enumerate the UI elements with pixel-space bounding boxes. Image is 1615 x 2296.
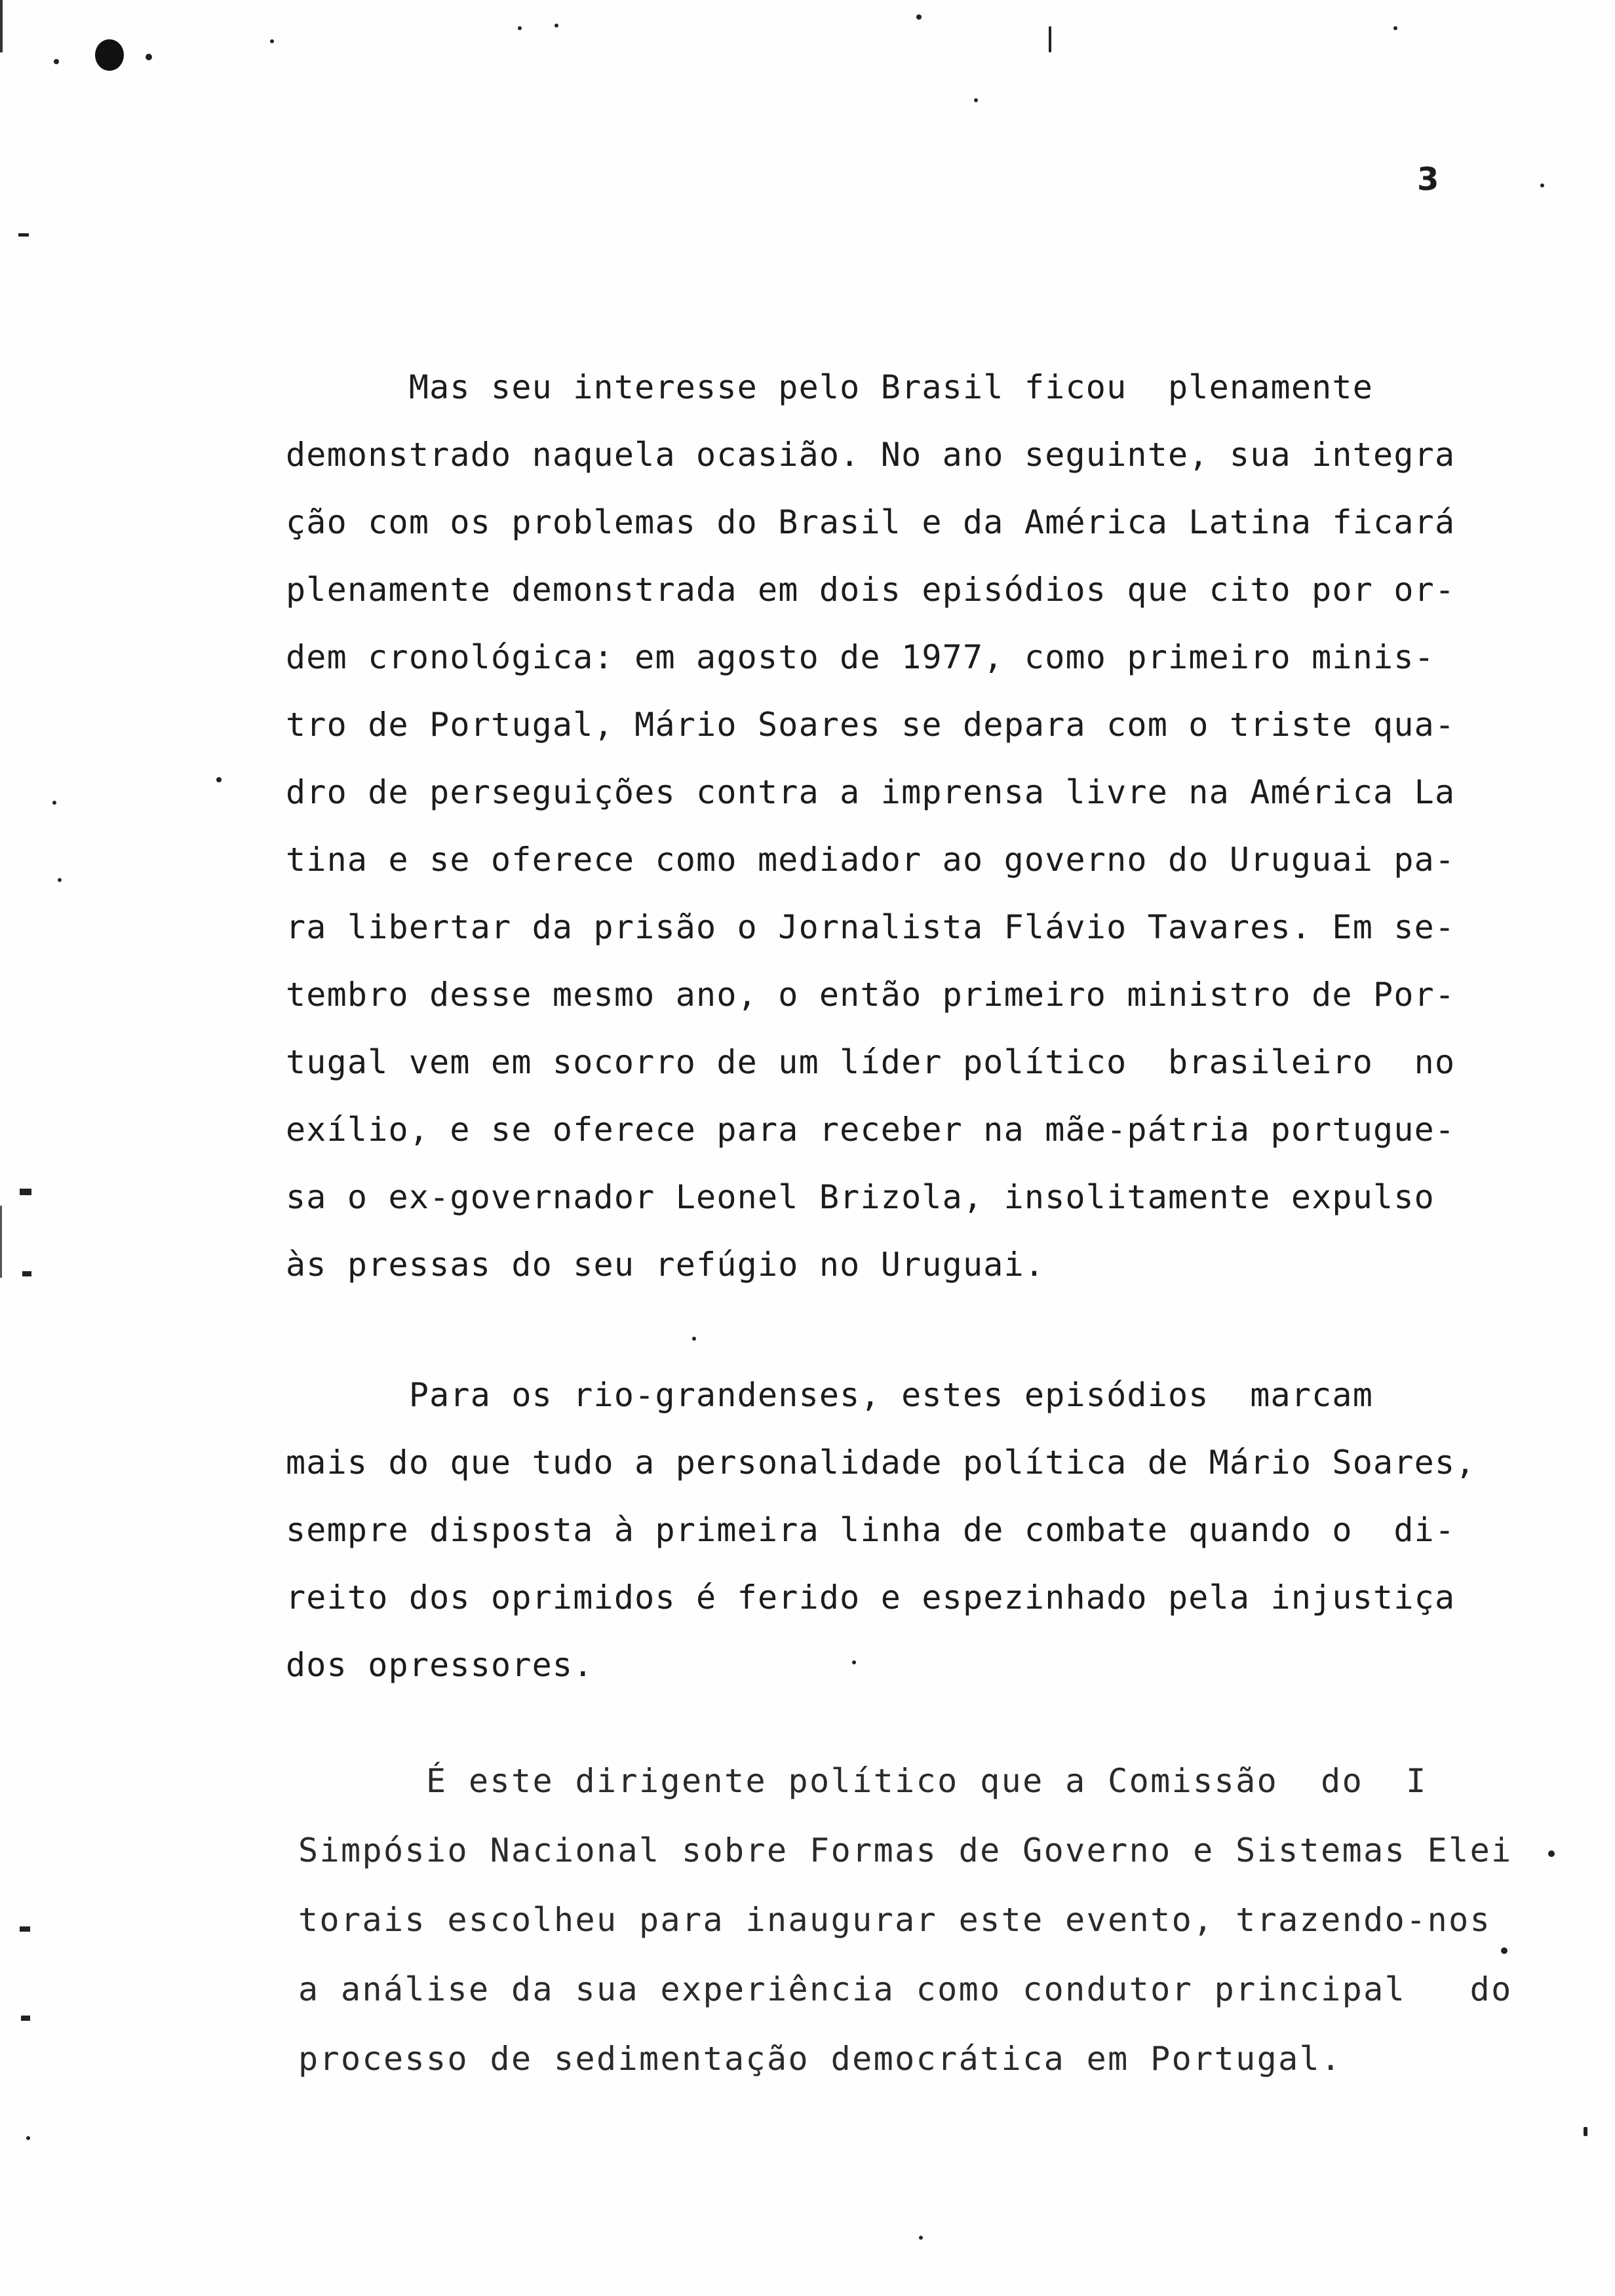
text-line: demonstrado naquela ocasião. No ano seguinte, sua integra bbox=[286, 436, 1456, 474]
paragraph bbox=[286, 1362, 1476, 1699]
scan-speck bbox=[58, 878, 62, 882]
paragraph bbox=[286, 354, 1455, 1299]
scan-speck bbox=[54, 59, 59, 64]
text-line: mais do que tudo a personalidade política de Mário Soares, bbox=[286, 1444, 1476, 1482]
text-line: Simpósio Nacional sobre Formas de Governo e Sistemas Elei bbox=[298, 1831, 1513, 1869]
text-line: ção com os problemas do Brasil e da América Latina ficará bbox=[286, 503, 1456, 541]
scan-edge-mark bbox=[0, 0, 3, 52]
text-line: plenamente demonstrada em dois episódios que cito por or- bbox=[286, 571, 1456, 609]
scan-speck bbox=[26, 2136, 30, 2140]
scan-speck bbox=[52, 801, 56, 805]
scan-speck bbox=[146, 54, 152, 60]
text-line: às pressas do seu refúgio no Uruguai. bbox=[286, 1246, 1045, 1284]
text-line: É este dirigente político que a Comissão do I bbox=[298, 1762, 1428, 1800]
scan-speck bbox=[21, 2016, 30, 2021]
text-line: dro de perseguições contra a imprensa livre na América La bbox=[286, 773, 1456, 811]
text-line: ra libertar da prisão o Jornalista Flávio Tavares. Em se- bbox=[286, 908, 1456, 946]
text-line: tembro desse mesmo ano, o então primeiro ministro de Por- bbox=[286, 976, 1456, 1014]
page-number: 3 bbox=[1417, 161, 1439, 198]
punch-hole-mark bbox=[95, 39, 124, 71]
scan-speck bbox=[1049, 26, 1051, 52]
scan-speck bbox=[216, 777, 222, 782]
scan-speck bbox=[22, 1271, 31, 1276]
text-line: Mas seu interesse pelo Brasil ficou plenamente bbox=[286, 368, 1374, 406]
scan-speck bbox=[1540, 183, 1544, 187]
scan-speck bbox=[692, 1337, 696, 1341]
text-line: tina e se oferece como mediador ao governo do Uruguai pa- bbox=[286, 841, 1456, 879]
scan-speck bbox=[555, 24, 558, 28]
scan-speck bbox=[919, 2236, 923, 2240]
text-line: sempre disposta à primeira linha de combate quando o di- bbox=[286, 1511, 1456, 1549]
scan-speck bbox=[916, 14, 922, 20]
scan-edge-mark bbox=[0, 1206, 2, 1278]
scan-speck bbox=[974, 98, 978, 102]
text-line: exílio, e se oferece para receber na mãe-pátria portugue- bbox=[286, 1111, 1456, 1149]
scan-speck bbox=[18, 233, 29, 237]
paragraph bbox=[298, 1746, 1513, 2094]
scan-speck bbox=[1584, 2127, 1587, 2136]
text-line: reito dos oprimidos é ferido e espezinhado pela injustiça bbox=[286, 1578, 1456, 1617]
text-line: dem cronológica: em agosto de 1977, como primeiro minis- bbox=[286, 638, 1435, 676]
text-line: sa o ex-governador Leonel Brizola, insolitamente expulso bbox=[286, 1178, 1435, 1216]
text-line: processo de sedimentação democrática em Portugal. bbox=[298, 2040, 1342, 2078]
scan-speck bbox=[1393, 26, 1397, 30]
scan-speck bbox=[518, 26, 522, 30]
scan-speck bbox=[270, 39, 274, 43]
scan-speck bbox=[1548, 1850, 1555, 1857]
text-line: tro de Portugal, Mário Soares se depara com o triste qua- bbox=[286, 706, 1456, 744]
text-line: torais escolheu para inaugurar este evento, trazendo-nos bbox=[298, 1901, 1492, 1939]
scan-speck bbox=[20, 1926, 30, 1932]
text-line: tugal vem em socorro de um líder político brasileiro no bbox=[286, 1043, 1456, 1081]
scan-speck bbox=[20, 1189, 31, 1195]
text-line: a análise da sua experiência como condutor principal do bbox=[298, 1970, 1513, 2008]
text-line: Para os rio-grandenses, estes episódios marcam bbox=[286, 1376, 1374, 1414]
text-line: dos opressores. bbox=[286, 1646, 594, 1684]
